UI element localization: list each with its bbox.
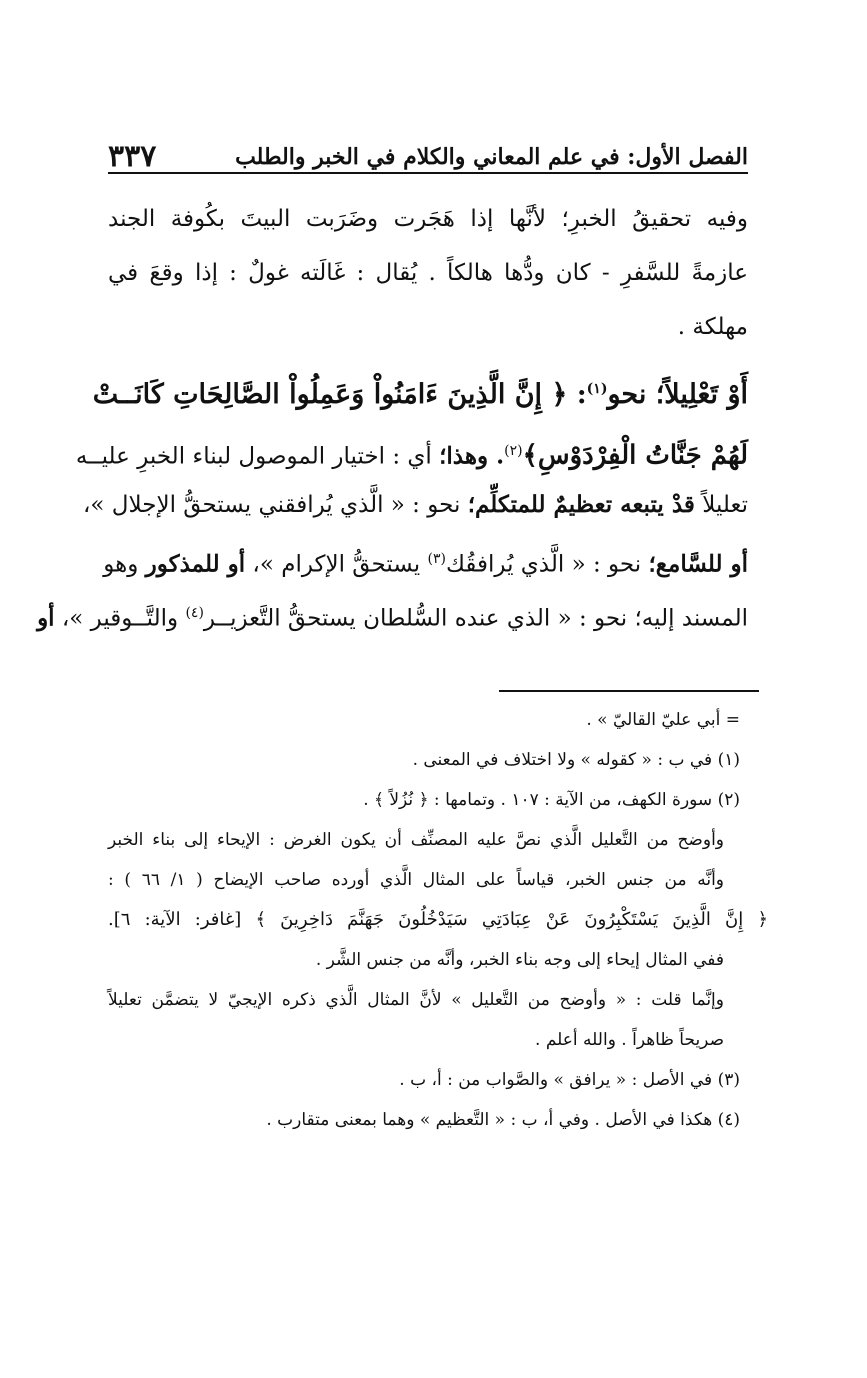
line-text: والتَّــوقير »، [61,605,179,632]
text-line-6 [83,478,748,532]
text-line-8 [37,586,748,640]
footnotes [108,700,768,1140]
line-text: نحو : « الَّذي يُرافقُك [445,551,642,578]
footnote-ref-4[interactable]: (٤) [185,605,204,621]
text-line-3: مهلكة . [677,314,748,340]
text-line-7 [103,532,748,586]
line-text: تعليلاً [702,492,748,518]
chapter-title: الفصل الأول: في علم المعاني والكلام في الخبر والطلب [235,144,748,171]
footnote-3: (٣) في الأصل : « يرافق » والصَّواب من : أ، ب . [399,1070,740,1090]
text-line-1: وفيه تحقيقُ الخبرِ؛ لأنَّها إذا هَجَرت وضَرَبت البيتَ بكُوفة الجند [108,206,748,232]
footnote-ref-3[interactable]: (٣) [427,551,446,567]
footnote-ref-1[interactable]: (١) [586,381,608,397]
verse-colon: : [576,379,587,410]
bold-phrase: قدْ يتبعه تعظيمٌ للمتكلِّم؛ [467,491,695,518]
footnote-2-comment-line: وأوضح من التَّعليل الَّذي نصَّ عليه المصنِّف أن يكون الغرض : الإيحاء إلى بناء الخبر [108,830,724,850]
footnote-ref-2[interactable]: (٢) [504,443,523,459]
footnote-2-comment-line: صريحاً ظاهراً . والله أعلم . [535,1030,724,1050]
header-rule [108,172,748,174]
line-text: وهو [103,551,139,578]
page-number: ٣٣٧ [108,139,157,174]
footnote-2: (٢) سورة الكهف، من الآية : ١٠٧ . وتمامها : ﴿ نُزُلاً ﴾ . [363,790,740,810]
verse-line [92,354,748,424]
footnote-2-quran-line: ﴿ إِنَّ الَّذِينَ يَسْتَكْبِرُونَ عَنْ عِبَادَتِي سَيَدْخُلُونَ جَهَنَّمَ دَاخِرِينَ ﴾ [غافر: الآية: ٦]. [108,909,768,930]
quran-quote-end: لَهُمْ جَنَّاتُ الْفِرْدَوْسِ﴾ [522,440,748,471]
quran-quote: ﴿ إِنَّ الَّذِينَ ءَامَنُواْ وَعَمِلُواْ الصَّالِحَاتِ كَانَــتْ [92,379,568,410]
running-header [108,122,748,172]
verse-intro: أَوْ تَعْلِيلاً؛ نحو [607,379,748,410]
footnote-4: (٤) هكذا في الأصل . وفي أ، ب : « التَّعظيم » وهما بمعنى متقارب . [266,1110,740,1130]
footnote-2-comment-line: وإنَّما قلت : « وأوضح من التَّعليل » لأنَّ المثال الَّذي ذكره الإيجيّ لا يتضمَّن تعليلاً [108,990,724,1010]
text-line-5 [75,424,748,478]
footnote-1: (١) في ب : « كقوله » ولا اختلاف في المعنى . [412,750,740,770]
line-text: نحو : « الَّذي يُرافقني يستحقُّ الإجلال »، [83,492,461,518]
bold-phrase: أو [37,604,55,632]
line-text: يستحقُّ الإكرام »، [252,551,421,578]
footnote-2-comment-line: وأنَّه من جنس الخبر، قياساً على المثال الَّذي أورده صاحب الإيضاح ( ١/ ٦٦ ) : [108,870,724,890]
main-text [37,192,748,640]
footnote-continuation: = أبي عليّ القاليّ » . [586,710,740,730]
footnote-separator [499,690,759,692]
text-line-2: عازمةً للسَّفرِ - كان ودُّها هالكاً . يُقال : غَالَته غولٌ : إذا وقعَ في [108,260,748,286]
footnote-2-comment-line: ففي المثال إيحاء إلى وجه بناء الخبر، وأنَّه من جنس الشَّر . [315,950,724,970]
bold-phrase: أو للسَّامع؛ [648,550,748,578]
line-text: المسند إليه؛ نحو : « الذي عنده السُّلطان يستحقُّ التَّعزيــر [203,605,748,632]
bold-phrase: أو للمذكور [145,550,246,578]
line-text: أي : اختيار الموصول لبناء الخبرِ عليــه [75,443,432,470]
bold-phrase: . وهذا؛ [439,442,505,470]
